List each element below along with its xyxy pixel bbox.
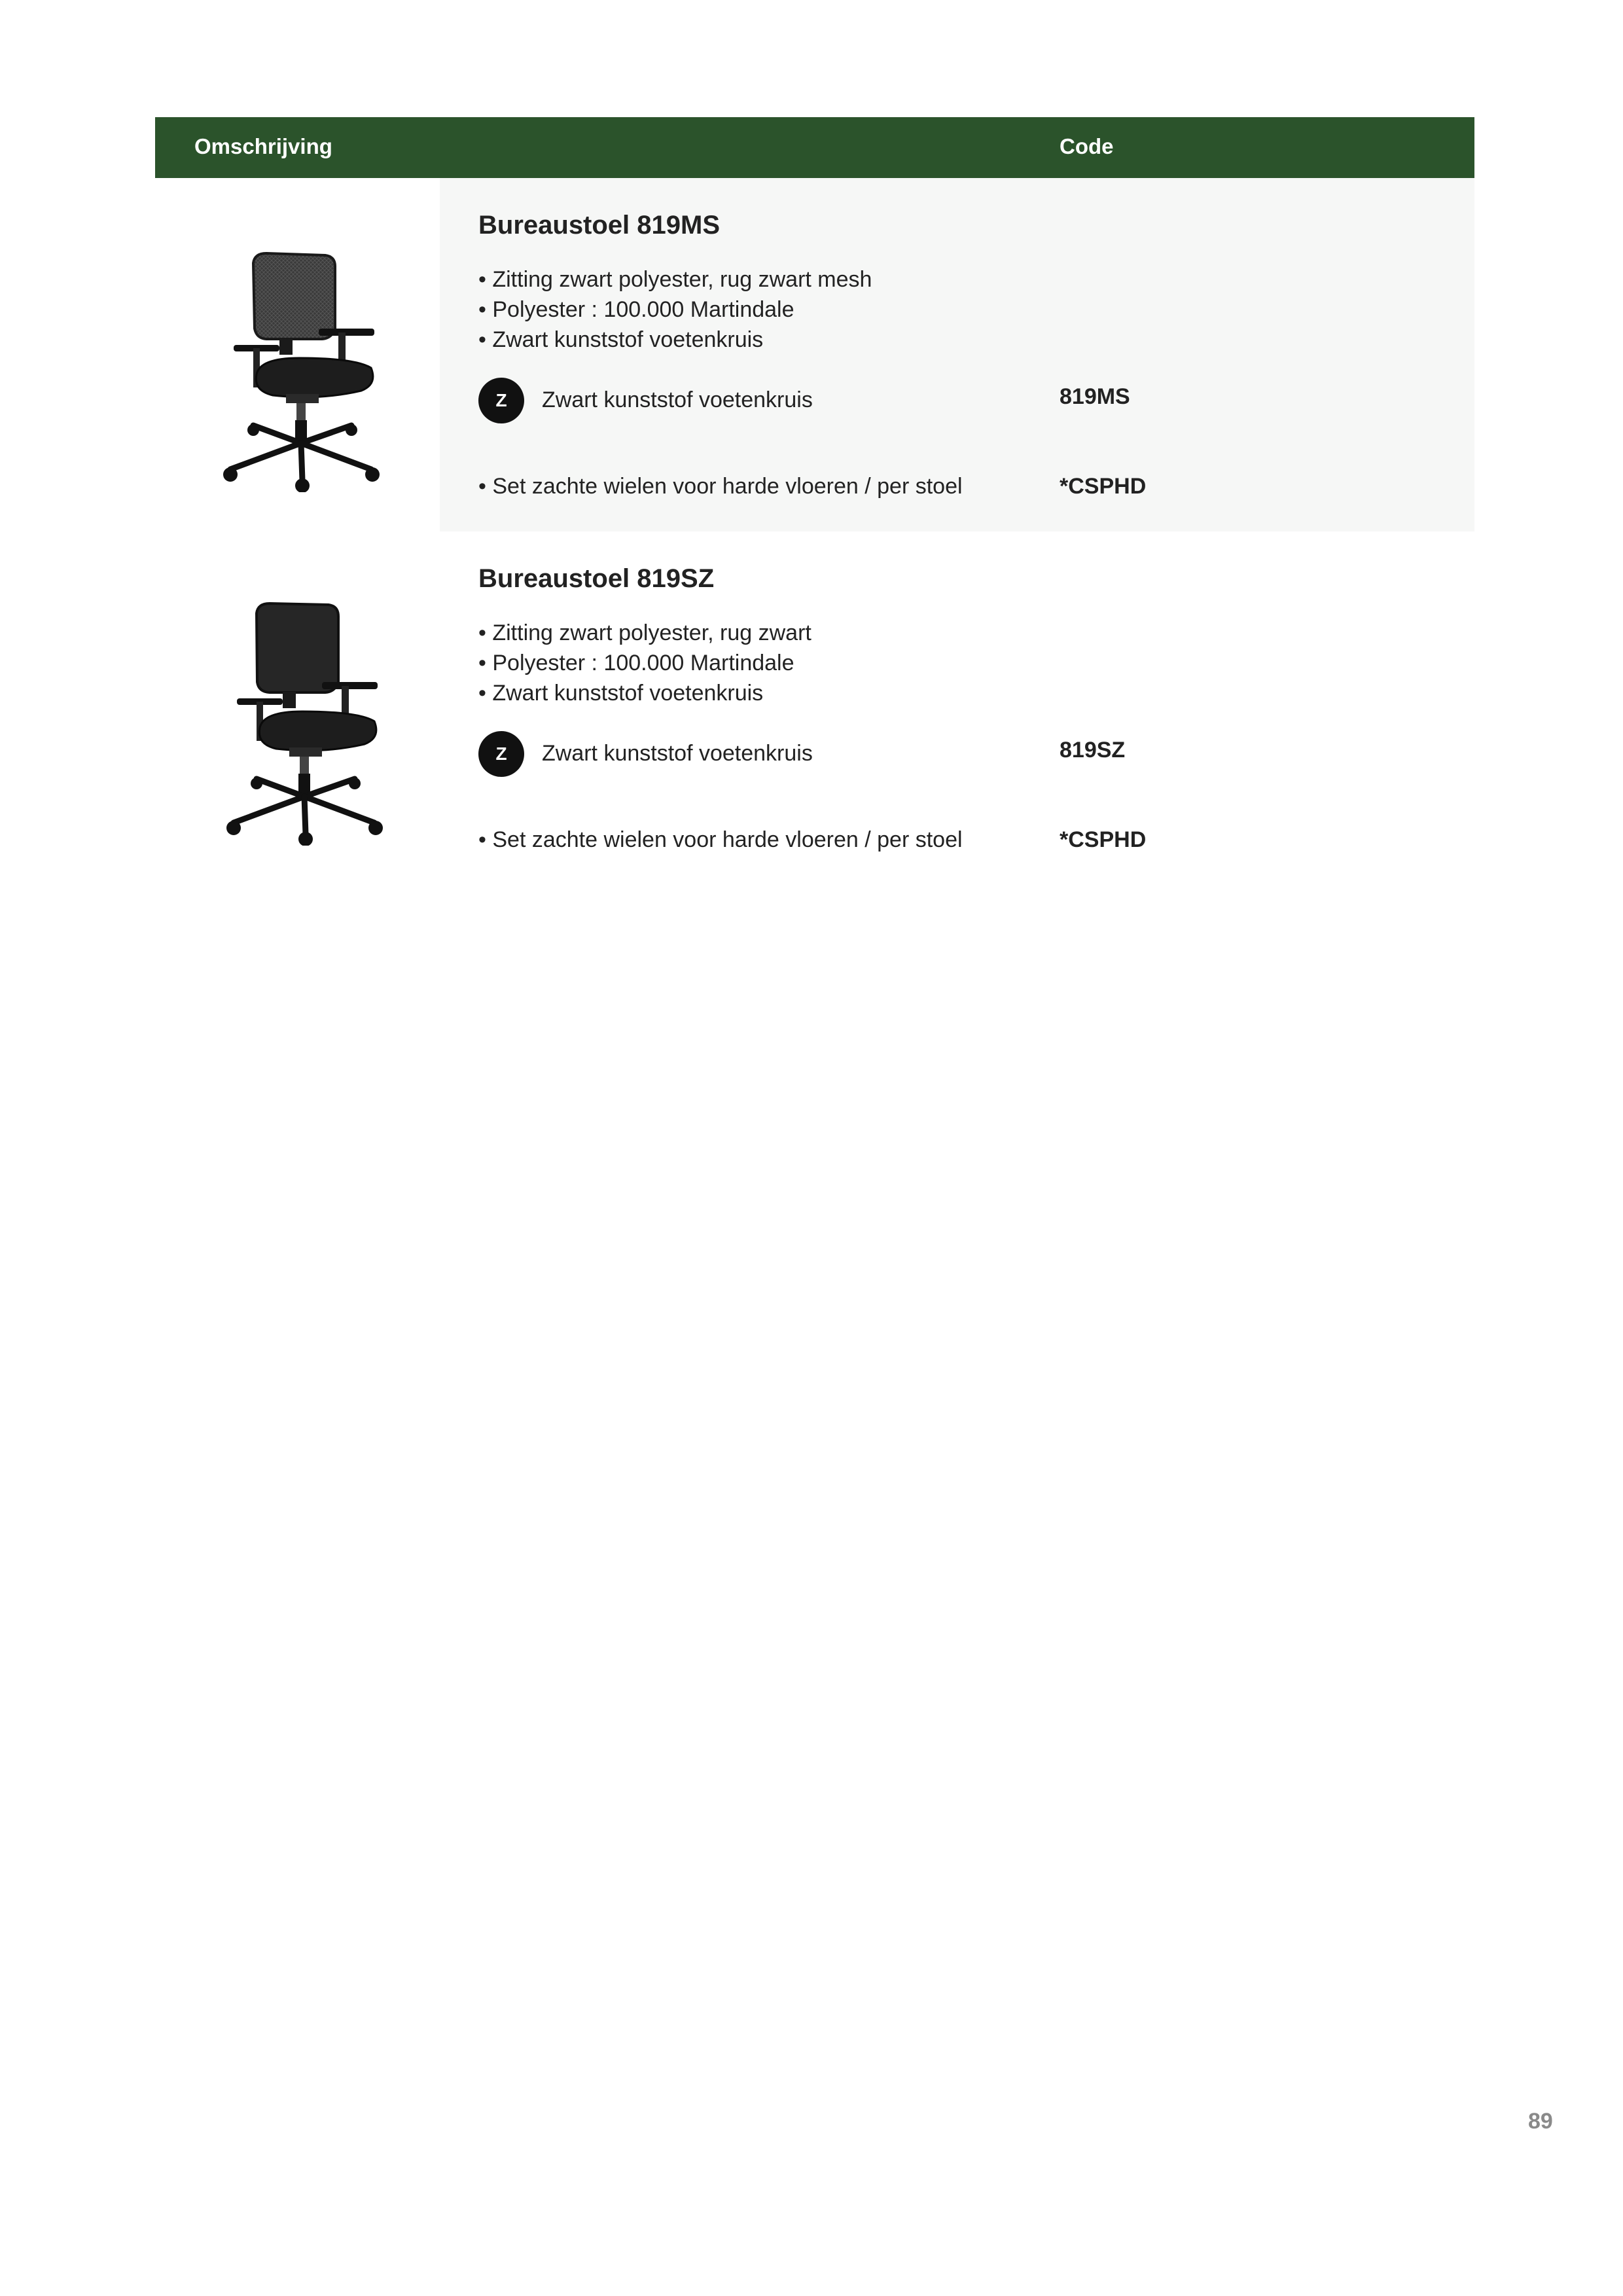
- variant-description: Zwart kunststof voetenkruis: [542, 387, 813, 412]
- product-features: [478, 618, 812, 708]
- header-description-label: Omschrijving: [194, 134, 332, 158]
- mesh-office-chair-icon: [201, 217, 397, 492]
- feature-item: • Zwart kunststof voetenkruis: [478, 325, 872, 355]
- color-badge: Z: [478, 378, 524, 423]
- variant-description: Zwart kunststof voetenkruis: [542, 741, 813, 766]
- feature-item: • Zitting zwart polyester, rug zwart mesh: [478, 264, 872, 295]
- table-header: [155, 117, 1474, 178]
- variant-code: 819MS: [1060, 384, 1130, 409]
- product-features: [478, 264, 872, 355]
- feature-item: • Zitting zwart polyester, rug zwart: [478, 618, 812, 648]
- upholstered-office-chair-icon: [201, 571, 397, 846]
- feature-item: • Zwart kunststof voetenkruis: [478, 678, 812, 708]
- accessory-description: • Set zachte wielen voor harde vloeren / per stoel: [478, 827, 963, 853]
- feature-item: • Polyester : 100.000 Martindale: [478, 648, 812, 678]
- accessory-description: • Set zachte wielen voor harde vloeren / per stoel: [478, 474, 963, 499]
- page-number: 89: [1528, 2109, 1553, 2134]
- accessory-code: *CSPHD: [1060, 827, 1147, 852]
- product-title: Bureaustoel 819SZ: [478, 564, 715, 593]
- product-row: [155, 178, 1474, 531]
- product-title: Bureaustoel 819MS: [478, 211, 721, 240]
- product-row: [155, 531, 1474, 885]
- accessory-code: *CSPHD: [1060, 474, 1147, 499]
- feature-item: • Polyester : 100.000 Martindale: [478, 295, 872, 325]
- header-code-label: Code: [1060, 134, 1114, 158]
- variant-code: 819SZ: [1060, 738, 1126, 762]
- color-badge: Z: [478, 731, 524, 777]
